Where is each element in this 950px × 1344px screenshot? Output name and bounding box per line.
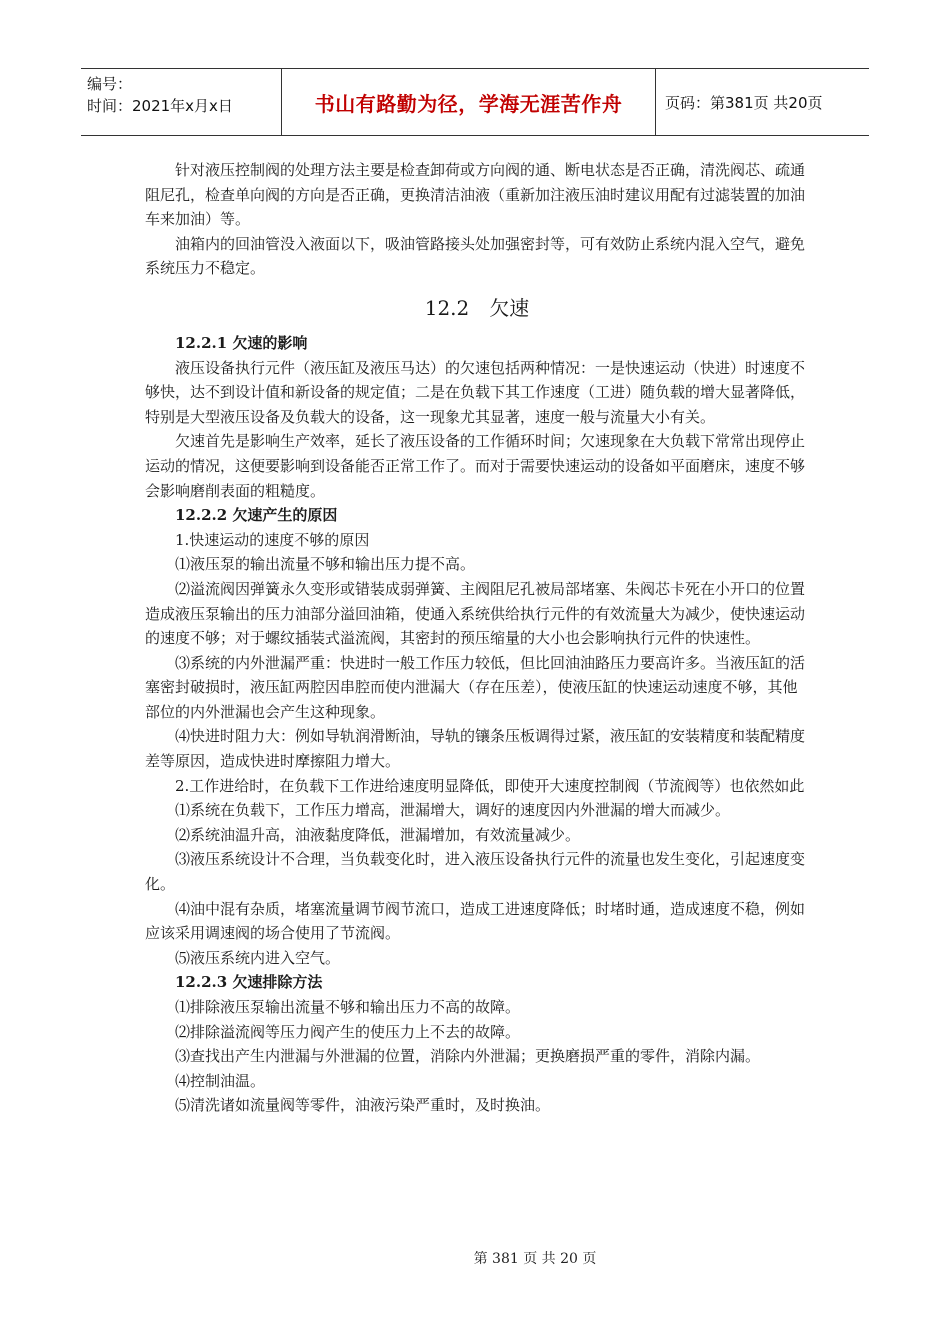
list-heading: 1.快速运动的速度不够的原因 bbox=[175, 530, 370, 549]
subsection-heading: 12.2.1 欠速的影响 bbox=[175, 333, 308, 352]
list-item: ⑶系统的内外泄漏严重：快进时一般工作压力较低，但比回油油路压力要高许多。当液压缸的活塞密封破损时，液压缸两腔因串腔而使内泄漏大（存在压差），使液压缸的快速运动速度不够，其他部位的内外泄漏也会产生这种现象。 bbox=[145, 653, 806, 721]
list-item: ⑶液压系统设计不合理，当负载变化时，进入液压设备执行元件的流量也发生变化，引起速度变化。 bbox=[145, 850, 806, 894]
paragraph: 针对液压控制阀的处理方法主要是检查卸荷或方向阀的通、断电状态是否正确，清洗阀芯、疏通阻尼孔，检查单向阀的方向是否正确，更换清洁油液（重新加注液压油时建议用配有过滤装置的加油车来加油）等。 bbox=[145, 161, 806, 229]
list-item: ⑸清洗诸如流量阀等零件，油液污染严重时，及时换油。 bbox=[175, 1096, 551, 1115]
paragraph: 液压设备执行元件（液压缸及液压马达）的欠速包括两种情况：一是快速运动（快进）时速度不够快，达不到设计值和新设备的规定值；二是在负载下其工作速度（工进）随负载的增大显著降低，特别是大型液压设备及负载大的设备，这一现象尤其显著，速度一般与流量大小有关。 bbox=[145, 358, 806, 426]
paragraph: 欠速首先是影响生产效率，延长了液压设备的工作循环时间；欠速现象在大负载下常常出现停止运动的情况，这便要影响到设备能否正常工作了。而对于需要快速运动的设备如平面磨床，速度不够会影响磨削表面的粗糙度。 bbox=[145, 432, 806, 500]
list-item: ⑵溢流阀因弹簧永久变形或错装成弱弹簧、主阀阻尼孔被局部堵塞、朱阀芯卡死在小开口的位置造成液压泵输出的压力油部分溢回油箱，使通入系统供给执行元件的有效流量大为减少，使快速运动的速度不够；对于螺纹插装式溢流阀，其密封的预压缩量的大小也会影响执行元件的快速性。 bbox=[145, 579, 806, 648]
header-meta bbox=[81, 69, 281, 135]
list-item: ⑴排除液压泵输出流量不够和输出压力不高的故障。 bbox=[175, 998, 521, 1016]
list-item: ⑴系统在负载下，工作压力增高，泄漏增大，调好的速度因内外泄漏的增大而减少。 bbox=[175, 801, 731, 820]
header-page-info: 页码：第381页 共20页 bbox=[665, 93, 823, 112]
document-number-label: 编号： bbox=[87, 75, 133, 93]
header-motto: 书山有路勤为径，学海无涯苦作舟 bbox=[281, 69, 656, 135]
list-item: ⑶查找出产生内泄漏与外泄漏的位置，消除内外泄漏；更换磨损严重的零件，消除内漏。 bbox=[175, 1047, 761, 1066]
document-date: 时间：2021年x月x日 bbox=[87, 97, 233, 115]
list-item: ⑴液压泵的输出流量不够和输出压力提不高。 bbox=[175, 555, 476, 574]
list-item: ⑷快进时阻力大：例如导轨润滑断油，导轨的镶条压板调得过紧，液压缸的安装精度和装配精度差等原因，造成快进时摩擦阻力增大。 bbox=[145, 727, 806, 771]
subsection-heading: 12.2.2 欠速产生的原因 bbox=[175, 506, 338, 525]
paragraph: 油箱内的回油管没入液面以下，吸油管路接头处加强密封等，可有效防止系统内混入空气，避免系统压力不稳定。 bbox=[145, 234, 806, 278]
document-body bbox=[145, 158, 809, 1118]
list-item: ⑷控制油温。 bbox=[175, 1071, 266, 1090]
page-footer: 第 381 页 共 20 页 bbox=[473, 1251, 597, 1267]
list-item: ⑵系统油温升高，油液黏度降低，泄漏增加，有效流量减少。 bbox=[175, 825, 581, 844]
list-item: ⑸液压系统内进入空气。 bbox=[175, 948, 341, 967]
list-item: ⑵排除溢流阀等压力阀产生的使压力上不去的故障。 bbox=[175, 1022, 521, 1041]
page-header bbox=[81, 68, 869, 136]
subsection-heading: 12.2.3 欠速排除方法 bbox=[175, 973, 323, 992]
section-heading: 12.2 欠速 bbox=[424, 295, 530, 320]
list-heading: 2.工作进给时，在负载下工作进给速度明显降低，即使开大速度控制阀（节流阀等）也依然如此 bbox=[175, 776, 805, 795]
list-item: ⑷油中混有杂质，堵塞流量调节阀节流口，造成工进速度降低；时堵时通，造成速度不稳，例如应该采用调速阀的场合使用了节流阀。 bbox=[145, 899, 806, 943]
